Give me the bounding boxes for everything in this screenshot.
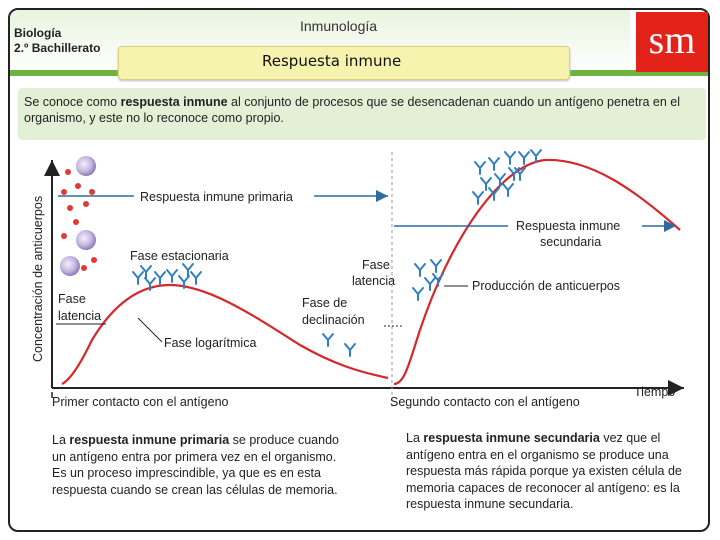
latency-phase-label-1: Fase	[58, 292, 86, 306]
antigen	[91, 257, 97, 263]
x-axis-label: Tiempo	[634, 385, 676, 399]
antigen	[73, 219, 79, 225]
decline-phase-label-2: declinación	[302, 313, 365, 327]
memory-cell	[76, 156, 96, 176]
antigen	[83, 201, 89, 207]
definition-post: al conjunto de procesos que se desencadenan cuando un antígeno penetra en el organismo, y este no lo reconoce como propio.	[24, 95, 681, 125]
first-contact-label: Primer contacto con el antígeno	[52, 395, 229, 409]
memory-cell	[76, 230, 96, 250]
primary-response-paragraph	[52, 432, 352, 498]
definition-pre: Se conoce como	[24, 95, 121, 109]
left-post: se produce cuando un antígeno entra por primera vez en el organismo. Es un proceso imprescindible, ya que es en esta respuesta cuando se crean las células de memoria.	[52, 433, 339, 497]
right-post: vez que el antígeno entra en el organismo se produce una respuesta más rápida porque ya existen célula de memoria capaces de reconocer al antígeno: es la respuesta inmune secundaria.	[406, 431, 682, 511]
memory-cell	[60, 256, 80, 276]
course-subject: Biología	[14, 26, 62, 40]
antigen	[61, 233, 67, 239]
primary-response-label: Respuesta inmune primaria	[140, 190, 293, 204]
antigen	[89, 189, 95, 195]
left-pre: La	[52, 433, 70, 447]
antigen	[81, 265, 87, 271]
antigen	[75, 183, 81, 189]
course-level: 2.º Bachillerato	[14, 41, 101, 55]
latency2-label-1: Fase	[362, 258, 390, 272]
definition-term: respuesta inmune	[120, 95, 228, 109]
latency-phase-label-2: latencia	[58, 309, 102, 323]
log-phase-label: Fase logarítmica	[164, 336, 257, 350]
antigens-group	[61, 169, 97, 271]
publisher-logo: sm	[636, 12, 708, 72]
antigen	[65, 169, 71, 175]
antibodies-decline	[323, 334, 355, 356]
left-term: respuesta inmune primaria	[69, 433, 230, 447]
secondary-response-paragraph	[406, 430, 698, 513]
latency2-label-2: latencia	[352, 274, 396, 288]
antigen	[61, 189, 67, 195]
secondary-response-label-2: secundaria	[540, 235, 602, 249]
log-phase-pointer	[138, 318, 162, 342]
antigen	[67, 205, 73, 211]
stationary-phase-label: Fase estacionaria	[130, 249, 229, 263]
slide-title: Respuesta inmune	[262, 52, 402, 70]
right-term: respuesta inmune secundaria	[423, 431, 600, 445]
second-contact-label: Segundo contacto con el antígeno	[390, 395, 580, 409]
antibodies-secondary	[473, 150, 541, 204]
right-pre: La	[406, 431, 424, 445]
decline-phase-label-1: Fase de	[302, 296, 348, 310]
antibody-production-label: Producción de anticuerpos	[472, 279, 621, 293]
memory-cells-group	[60, 156, 96, 276]
subject-title: Inmunología	[300, 18, 378, 34]
antibodies-production	[413, 260, 443, 300]
secondary-response-label-1: Respuesta inmune	[516, 219, 621, 233]
y-axis-label: Concentración de anticuerpos	[31, 195, 45, 362]
